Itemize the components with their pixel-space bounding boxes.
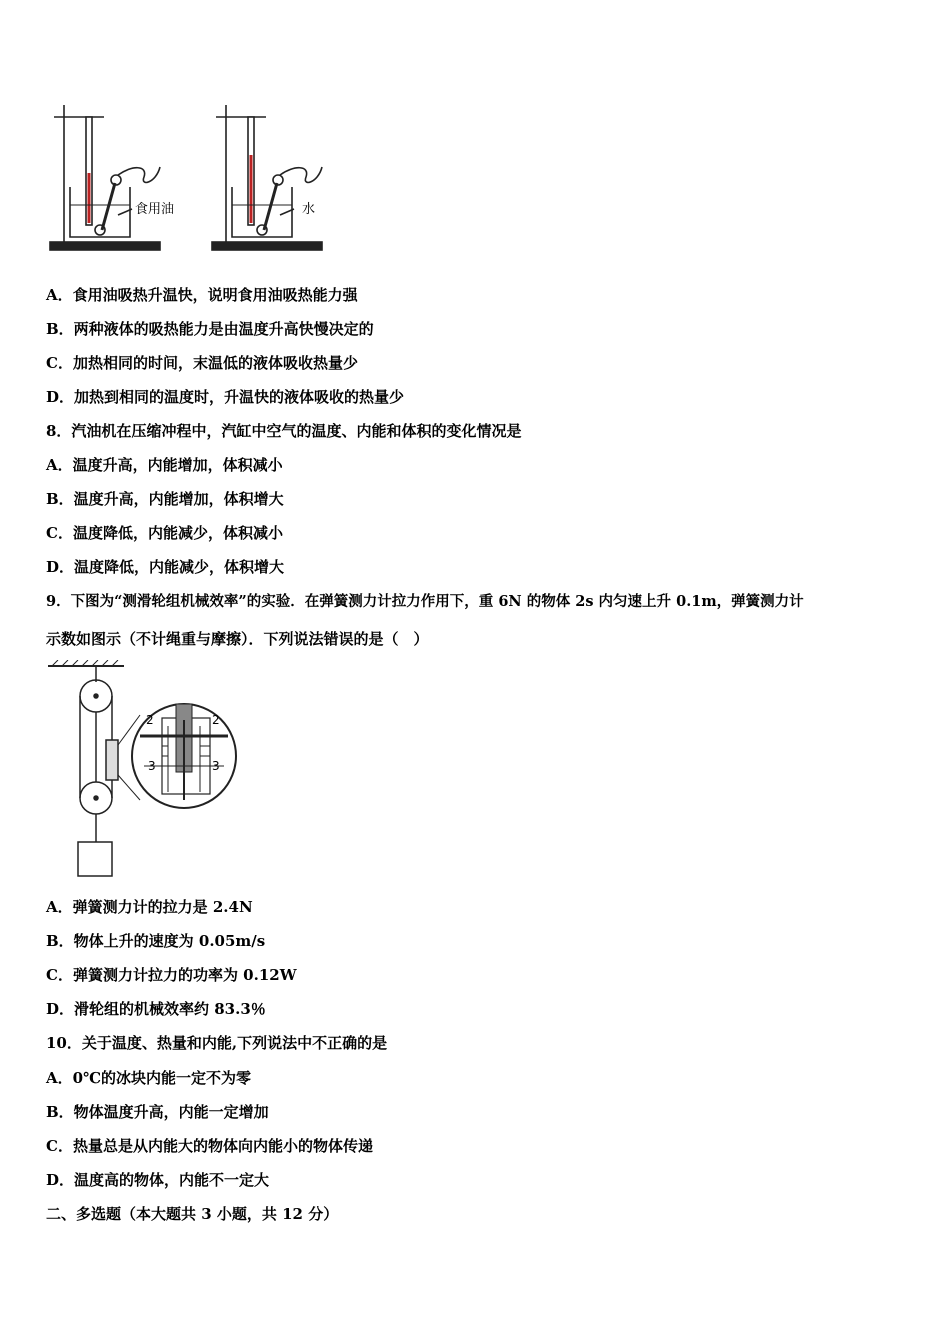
scale-tick-left-3: 3 bbox=[148, 759, 156, 773]
q10-option-b: B．物体温度升高，内能一定增加 bbox=[46, 1103, 269, 1121]
oil-label: 食用油 bbox=[135, 202, 175, 217]
section2-heading: 二、多选题（本大题共 3 小题，共 12 分） bbox=[46, 1205, 339, 1223]
q8-stem: 8．汽油机在压缩冲程中，汽缸中空气的温度、内能和体积的变化情况是 bbox=[46, 422, 522, 440]
q8-option-a: A．温度升高，内能增加，体积减小 bbox=[46, 456, 283, 474]
heating-experiment-figure bbox=[40, 95, 340, 260]
q7-option-b: B．两种液体的吸热能力是由温度升高快慢决定的 bbox=[46, 320, 374, 338]
q9-stem-line1: 9．下图为“测滑轮组机械效率”的实验．在弹簧测力计拉力作用下，重 6N 的物体 2s 内匀速上升 0.1m，弹簧测力计 bbox=[46, 593, 804, 610]
scale-tick-left-2: 2 bbox=[146, 713, 154, 727]
scale-tick-right-2: 2 bbox=[212, 713, 220, 727]
q8-option-c: C．温度降低，内能减少，体积减小 bbox=[46, 524, 283, 542]
pulley-figure bbox=[44, 660, 244, 882]
scale-tick-right-3: 3 bbox=[212, 759, 220, 773]
q9-option-d: D．滑轮组的机械效率约 83.3％ bbox=[46, 1000, 266, 1018]
q10-option-c: C．热量总是从内能大的物体向内能小的物体传递 bbox=[46, 1137, 373, 1155]
q9-option-a: A．弹簧测力计的拉力是 2.4N bbox=[46, 898, 253, 916]
water-label: 水 bbox=[302, 202, 316, 217]
q7-option-c: C．加热相同的时间，末温低的液体吸收热量少 bbox=[46, 354, 358, 372]
q8-option-b: B．温度升高，内能增加，体积增大 bbox=[46, 490, 284, 508]
q9-stem-line2: 示数如图示（不计绳重与摩擦）．下列说法错误的是（ ） bbox=[46, 630, 429, 648]
q7-option-a: A．食用油吸热升温快，说明食用油吸热能力强 bbox=[46, 286, 358, 304]
q7-option-d: D．加热到相同的温度时，升温快的液体吸收的热量少 bbox=[46, 388, 405, 406]
water-setup bbox=[212, 105, 322, 250]
q9-option-c: C．弹簧测力计拉力的功率为 0.12W bbox=[46, 966, 297, 984]
q10-stem: 10．关于温度、热量和内能,下列说法中不正确的是 bbox=[46, 1034, 388, 1052]
q10-option-d: D．温度高的物体，内能不一定大 bbox=[46, 1171, 270, 1189]
q8-option-d: D．温度降低，内能减少，体积增大 bbox=[46, 558, 285, 576]
q9-option-b: B．物体上升的速度为 0.05m/s bbox=[46, 932, 266, 950]
oil-setup bbox=[50, 105, 160, 250]
weight-block bbox=[78, 842, 112, 876]
q10-option-a: A．0℃的冰块内能一定不为零 bbox=[46, 1069, 252, 1087]
